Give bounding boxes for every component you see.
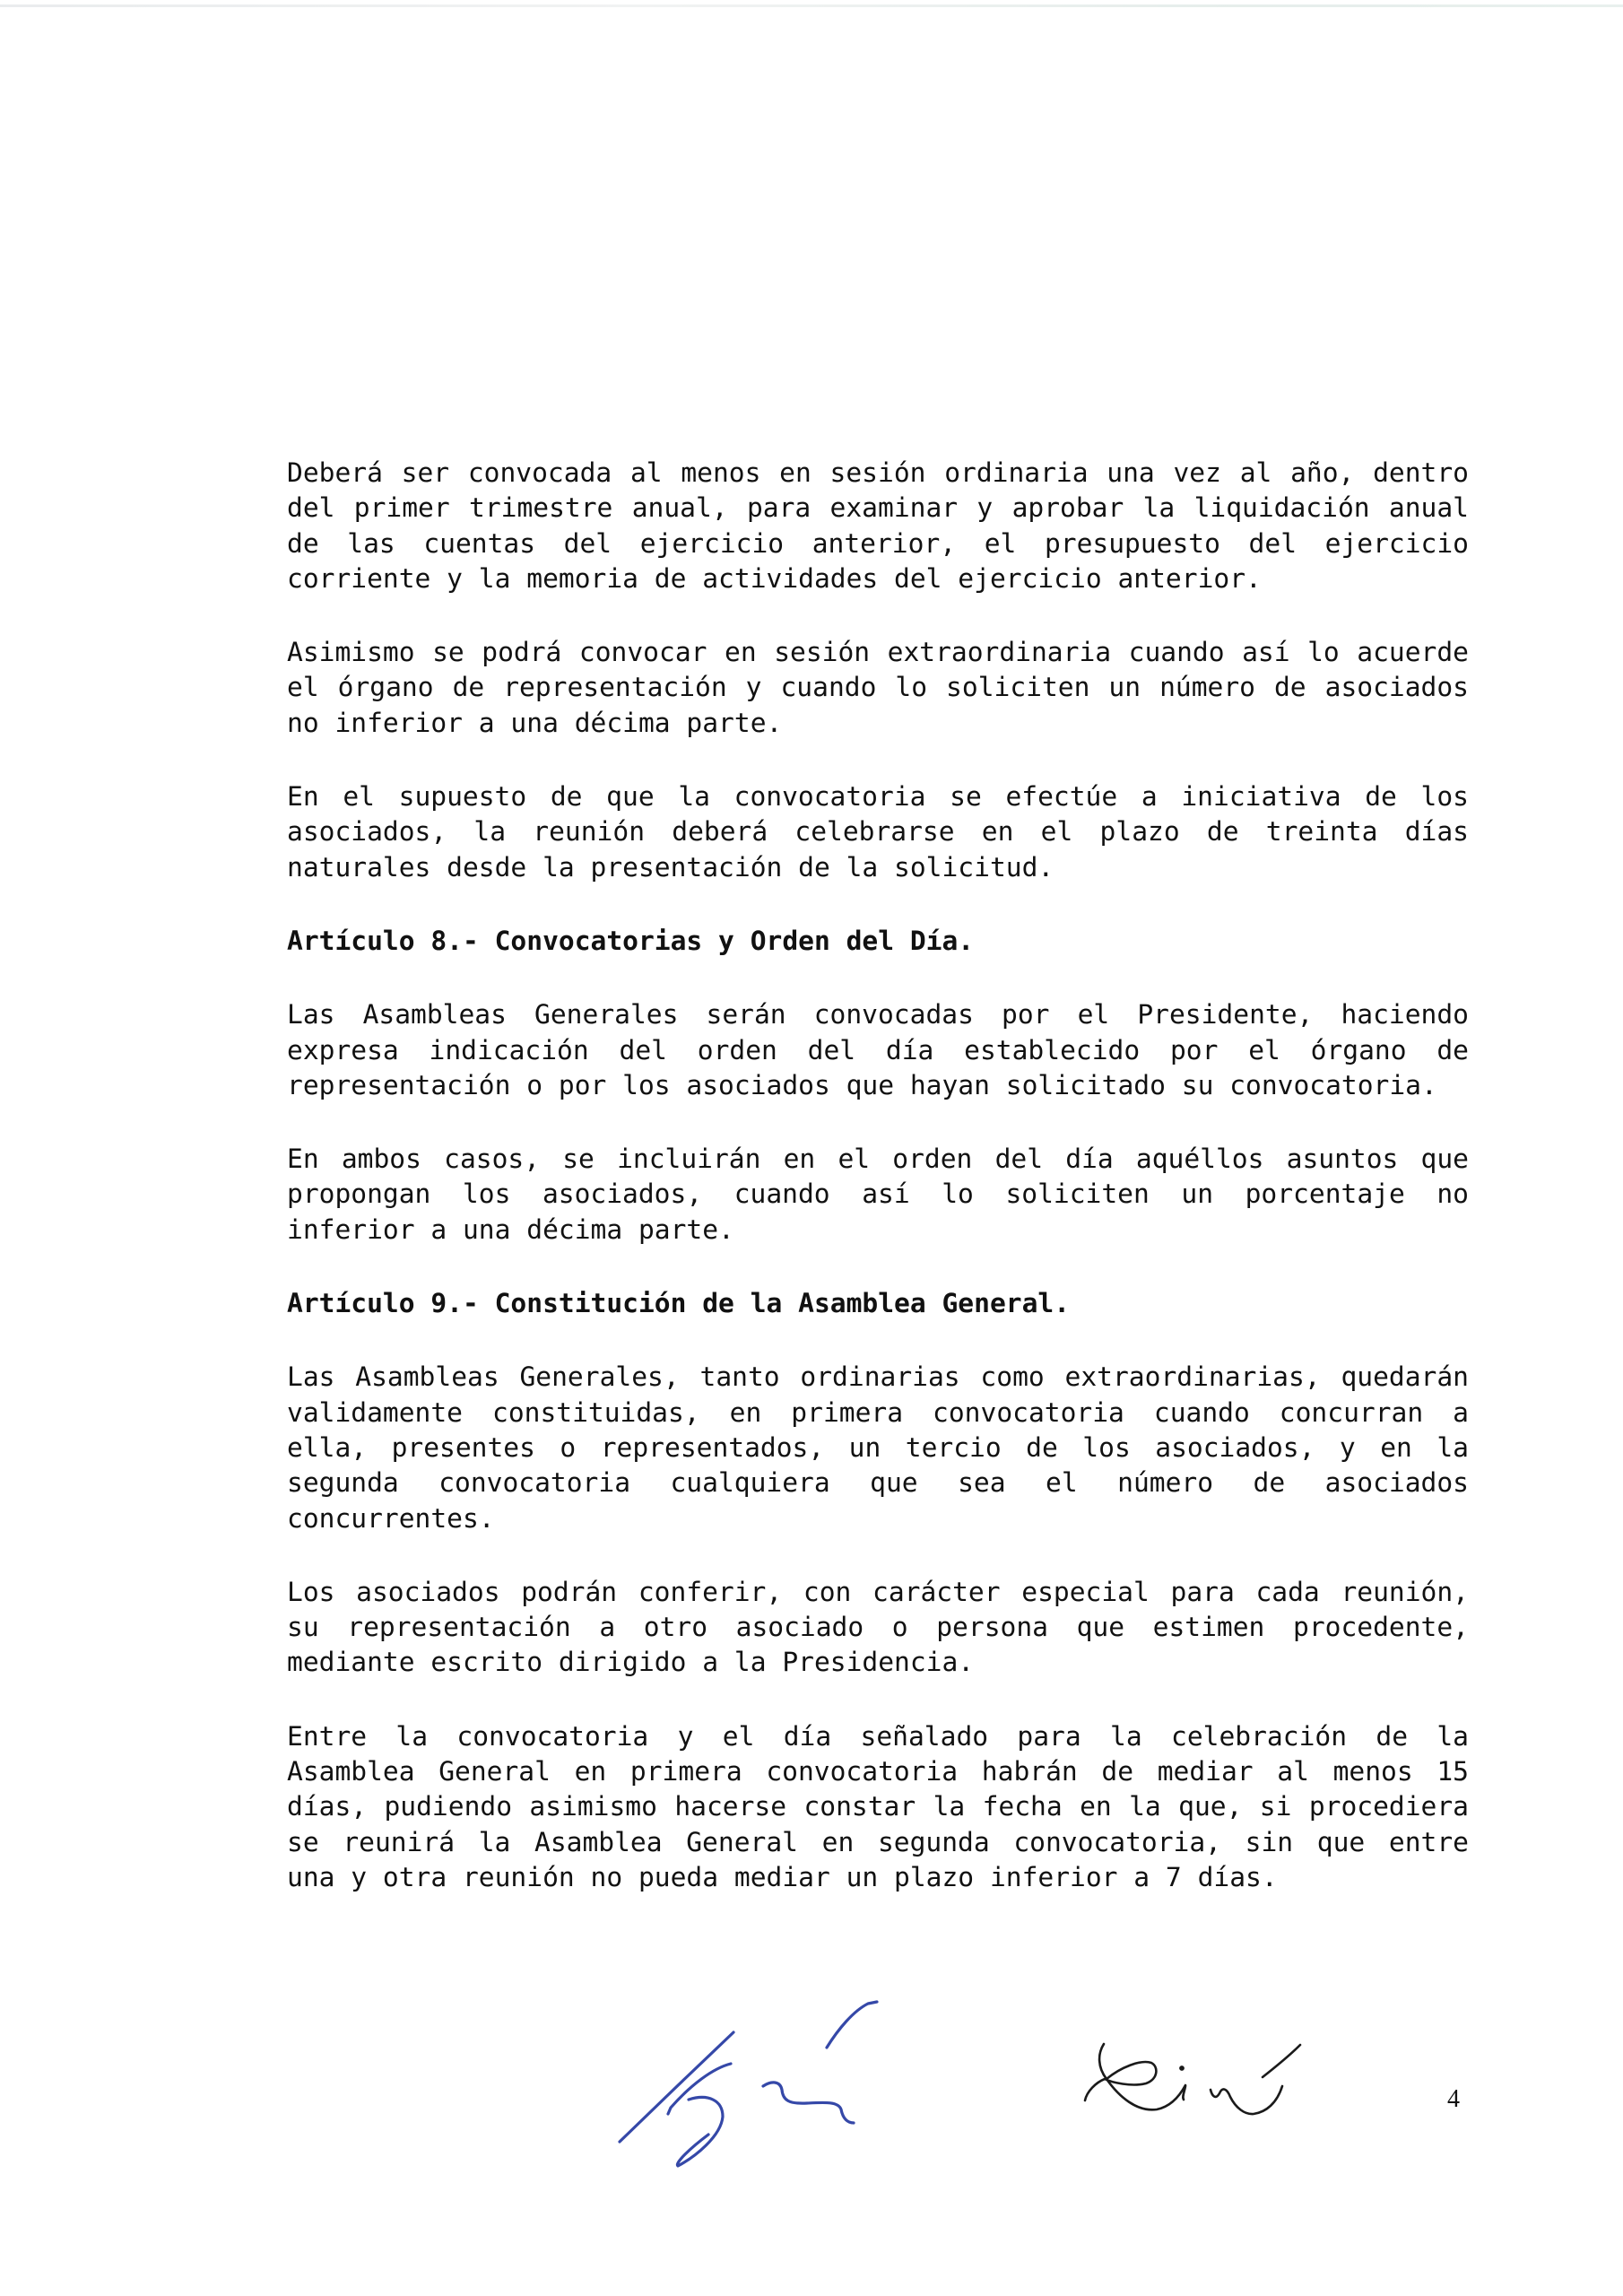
text-line: su representación a otro asociado o persona que estimen procedente, xyxy=(287,1612,1469,1643)
text-line: Deberá ser convocada al menos en sesión ordinaria una vez al año, dentro xyxy=(287,457,1469,488)
signature-black-stroke xyxy=(1085,2062,1156,2100)
signature-blue-stroke xyxy=(677,2097,723,2166)
text-line: asociados, la reunión deberá celebrarse en el plazo de treinta días xyxy=(287,816,1469,848)
paragraph xyxy=(287,635,1469,741)
text-line: representación o por los asociados que hayan solicitado su convocatoria. xyxy=(287,1069,1437,1100)
text-line: el órgano de representación y cuando lo soliciten un número de asociados xyxy=(287,672,1469,703)
text-line: mediante escrito dirigido a la Presidencia. xyxy=(287,1647,975,1678)
signature-blue-stroke xyxy=(763,2083,854,2123)
paragraph xyxy=(287,456,1469,596)
signature-blue-stroke xyxy=(827,2002,877,2048)
text-line: inferior a una décima parte. xyxy=(287,1213,734,1245)
text-line: del primer trimestre anual, para examinar y aprobar la liquidación anual xyxy=(287,492,1469,524)
scan-top-edge xyxy=(0,4,1623,7)
signature-blue-stroke xyxy=(620,2032,733,2142)
text-line: de las cuentas del ejercicio anterior, el presupuesto del ejercicio xyxy=(287,527,1469,559)
paragraph xyxy=(287,1575,1469,1681)
signature-black-stroke xyxy=(1263,2045,1300,2077)
text-line: expresa indicación del orden del día establecido por el órgano de xyxy=(287,1034,1469,1065)
text-line: concurrentes. xyxy=(287,1502,495,1534)
page-number: 4 xyxy=(1447,2085,1460,2113)
text-line: Los asociados podrán conferir, con carácter especial para cada reunión, xyxy=(287,1576,1469,1607)
paragraph xyxy=(287,1360,1469,1535)
paragraph xyxy=(287,779,1469,885)
text-line: no inferior a una décima parte. xyxy=(287,707,783,738)
text-line: naturales desde la presentación de la solicitud. xyxy=(287,851,1055,883)
text-line: Entre la convocatoria y el día señalado para la celebración de la xyxy=(287,1720,1469,1752)
signature-black xyxy=(1085,2044,1300,2114)
article-heading: Artículo 8.- Convocatorias y Orden del Día. xyxy=(287,925,975,956)
signature-blue-stroke xyxy=(668,2064,731,2114)
text-line: propongan los asociados, cuando así lo soliciten un porcentaje no xyxy=(287,1178,1469,1210)
text-line: Las Asambleas Generales serán convocadas por el Presidente, haciendo xyxy=(287,999,1469,1031)
signature-blue xyxy=(620,2002,877,2166)
signature-black-stroke xyxy=(1183,2086,1185,2100)
signature-black-stroke xyxy=(1099,2044,1185,2109)
paragraph xyxy=(287,997,1469,1103)
text-line: segunda convocatoria cualquiera que sea el número de asociados xyxy=(287,1467,1469,1499)
text-line: Asimismo se podrá convocar en sesión extraordinaria cuando así lo acuerde xyxy=(287,637,1469,668)
signature-black-dot xyxy=(1180,2066,1183,2069)
text-line: días, pudiendo asimismo hacerse constar la fecha en la que, si procediera xyxy=(287,1791,1469,1822)
text-line: validamente constituidas, en primera convocatoria cuando concurran a xyxy=(287,1396,1469,1428)
text-line: corriente y la memoria de actividades del ejercicio anterior. xyxy=(287,562,1262,594)
text-line: Asamblea General en primera convocatoria habrán de mediar al menos 15 xyxy=(287,1756,1469,1787)
signature-black-stroke xyxy=(1211,2086,1282,2114)
text-line: ella, presentes o representados, un tercio de los asociados, y en la xyxy=(287,1431,1469,1463)
text-line: Las Asambleas Generales, tanto ordinarias como extraordinarias, quedarán xyxy=(287,1361,1469,1393)
paragraph xyxy=(287,1719,1469,1895)
text-line: se reunirá la Asamblea General en segunda convocatoria, sin que entre xyxy=(287,1826,1469,1857)
article-heading: Artículo 9.- Constitución de la Asamblea General. xyxy=(287,1288,1071,1319)
document-body xyxy=(287,456,1469,1895)
text-line: una y otra reunión no pueda mediar un plazo inferior a 7 días. xyxy=(287,1861,1278,1892)
paragraph xyxy=(287,1142,1469,1248)
text-line: En ambos casos, se incluirán en el orden del día aquéllos asuntos que xyxy=(287,1144,1469,1175)
text-line: En el supuesto de que la convocatoria se efectúe a iniciativa de los xyxy=(287,781,1469,813)
